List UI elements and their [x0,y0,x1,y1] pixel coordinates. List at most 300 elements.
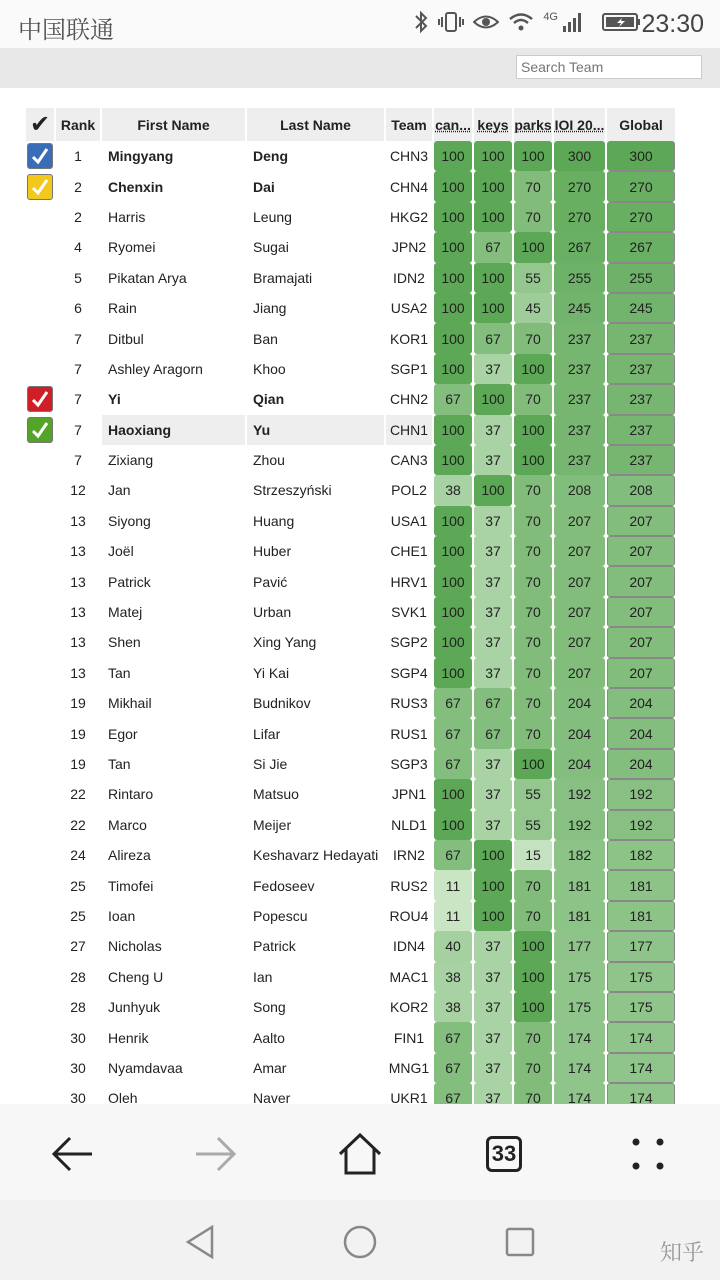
rank-cell: 2 [74,208,82,225]
row-check-cell[interactable] [26,415,54,445]
task-3-score: 15 [514,840,552,870]
search-team-input[interactable] [516,55,702,79]
row-check-cell[interactable] [26,1083,54,1104]
task-2-score: 67 [474,323,512,353]
task-1-score: 11 [434,870,472,900]
table-row[interactable] [26,415,675,445]
row-check-cell[interactable] [26,870,54,900]
ioi-score: 208 [554,475,605,505]
ioi-score: 237 [554,445,605,475]
task-2-score: 100 [474,870,512,900]
row-check-cell[interactable] [26,141,54,171]
row-check-cell[interactable] [26,232,54,262]
ioi-score: 181 [554,870,605,900]
global-score: 270 [607,202,675,232]
task-3-score: 70 [514,384,552,414]
global-score: 204 [607,749,675,779]
task-2-score: 100 [474,171,512,201]
rank-cell: 30 [70,1029,86,1046]
team-cell: RUS3 [390,695,428,712]
team-cell: UKR1 [390,1090,428,1104]
task-3-score: 100 [514,415,552,445]
back-button[interactable] [42,1126,102,1182]
team-cell: JPN1 [391,786,427,803]
team-cell: RUS2 [390,877,428,894]
global-score: 237 [607,384,675,414]
table-row[interactable] [26,323,675,353]
menu-button[interactable] [618,1126,678,1182]
first-name-cell: Haoxiang [102,415,245,445]
row-check-cell[interactable] [26,658,54,688]
first-name-cell: Tan [108,756,131,772]
table-row[interactable] [26,445,675,475]
global-score: 204 [607,718,675,748]
rank-cell: 19 [70,695,86,712]
ranking-table-container[interactable] [0,88,720,1104]
last-name-cell: Huber [253,543,292,560]
tab-count: 33 [486,1136,522,1172]
row-check-cell[interactable] [26,1022,54,1052]
task-1-score: 100 [434,536,472,566]
team-cell: HRV1 [390,573,428,590]
first-name-cell: Mingyang [108,148,174,165]
task-2-score: 37 [474,810,512,840]
ioi-score: 182 [554,840,605,870]
task-2-score: 100 [474,901,512,931]
task-1-score: 100 [434,415,472,445]
rank-cell: 28 [70,999,86,1016]
last-name-cell: Song [253,999,286,1016]
table-row[interactable] [26,931,675,961]
header-rank[interactable]: Rank [56,108,100,141]
task-1-score: 100 [434,566,472,596]
table-row[interactable] [26,992,675,1022]
last-name-cell: Yi Kai [253,664,290,681]
first-name-cell: Ditbul [108,330,144,347]
status-bar [0,0,720,48]
first-name-cell: Marco [108,816,147,833]
first-name-cell: Matej [108,604,143,621]
global-score: 237 [607,445,675,475]
blue-checkbox-icon[interactable] [27,143,53,169]
team-cell: CHE1 [390,543,428,560]
task-2-score: 37 [474,566,512,596]
task-1-score: 67 [434,749,472,779]
task-2-score: 37 [474,597,512,627]
rank-cell: 4 [74,239,82,256]
table-row[interactable] [26,840,675,870]
last-name-cell: Lifar [253,725,281,742]
rank-cell: 30 [70,1090,86,1104]
header-global[interactable]: Global [607,108,675,141]
system-back-button[interactable] [176,1218,224,1266]
row-check-cell[interactable] [26,566,54,596]
ioi-score: 174 [554,1053,605,1083]
first-name-cell: Zixiang [108,452,154,469]
row-check-cell[interactable] [26,475,54,505]
last-name-cell: Patrick [253,938,296,955]
first-name-cell: Shen [108,634,141,651]
last-name-cell: Xing Yang [253,634,317,651]
first-name-cell: Mikhail [108,695,152,712]
team-cell: FIN1 [393,1029,425,1046]
row-check-cell[interactable] [26,323,54,353]
team-cell: MNG1 [388,1059,430,1076]
ioi-score: 192 [554,810,605,840]
row-check-cell[interactable] [26,810,54,840]
ioi-score: 175 [554,992,605,1022]
task-2-score: 100 [474,840,512,870]
checkmark-icon: ✔ [29,111,51,138]
task-3-score: 70 [514,658,552,688]
table-row[interactable] [26,141,675,171]
table-row[interactable] [26,536,675,566]
ioi-score: 237 [554,384,605,414]
vibrate-icon [438,10,464,34]
table-row[interactable] [26,597,675,627]
row-check-cell[interactable] [26,597,54,627]
header-ioi[interactable] [554,108,605,141]
header-task-3-label: parks [514,116,552,133]
ioi-score: 237 [554,323,605,353]
global-score: 181 [607,870,675,900]
global-score: 207 [607,597,675,627]
system-recents-button[interactable] [496,1218,544,1266]
table-row[interactable] [26,779,675,809]
table-row[interactable] [26,354,675,384]
task-3-score: 70 [514,202,552,232]
rank-cell: 22 [70,816,86,833]
task-3-score: 100 [514,962,552,992]
row-check-cell[interactable] [26,536,54,566]
rank-cell: 30 [70,1059,86,1076]
task-1-score: 67 [434,1083,472,1104]
wifi-icon [508,10,534,34]
row-check-cell[interactable] [26,1053,54,1083]
ioi-score: 207 [554,506,605,536]
table-row[interactable] [26,263,675,293]
header-task-3[interactable] [514,108,552,141]
ioi-score: 204 [554,749,605,779]
task-3-score: 55 [514,810,552,840]
team-cell: SGP3 [390,756,428,772]
table-row[interactable] [26,566,675,596]
rank-cell: 2 [74,178,82,195]
square-recents-icon [504,1226,536,1258]
task-2-score: 37 [474,627,512,657]
signal-icon [561,10,585,34]
task-3-score: 70 [514,688,552,718]
last-name-cell: Aalto [253,1029,285,1046]
first-name-cell: Joël [108,543,134,560]
rank-cell: 22 [70,786,86,803]
ioi-score: 204 [554,718,605,748]
task-1-score: 100 [434,658,472,688]
header-last-name[interactable]: Last Name [247,108,384,141]
tabs-button[interactable] [474,1126,534,1182]
row-check-cell[interactable] [26,962,54,992]
global-score: 192 [607,810,675,840]
last-name-cell: Meijer [253,816,292,833]
global-score: 207 [607,536,675,566]
last-name-cell: Matsuo [253,786,299,803]
task-3-score: 55 [514,263,552,293]
table-row[interactable] [26,718,675,748]
rank-cell: 12 [70,482,86,499]
yellow-checkbox-icon[interactable] [27,174,53,200]
team-cell: HKG2 [389,208,429,225]
task-2-score: 37 [474,415,512,445]
first-name-cell: Tan [108,664,131,681]
table-row[interactable] [26,232,675,262]
table-row[interactable] [26,1053,675,1083]
row-check-cell[interactable] [26,779,54,809]
red-checkbox-icon[interactable] [27,386,53,412]
global-score: 182 [607,840,675,870]
task-1-score: 100 [434,293,472,323]
header-check-column[interactable] [26,108,54,141]
forward-button[interactable] [186,1126,246,1182]
clock: 23:30 [641,10,704,38]
task-2-score: 37 [474,992,512,1022]
table-header-row [26,108,675,141]
table-row[interactable] [26,384,675,414]
header-ioi-label: IOI 20... [554,116,605,133]
rank-cell: 7 [74,421,82,438]
table-row[interactable] [26,171,675,201]
ranking-table [24,108,677,1104]
row-check-cell[interactable] [26,749,54,779]
rank-cell: 13 [70,512,86,529]
row-check-cell[interactable] [26,992,54,1022]
team-cell: SGP4 [390,664,428,681]
first-name-cell: Henrik [108,1029,149,1046]
first-name-cell: Patrick [108,573,151,590]
ioi-score: 207 [554,597,605,627]
first-name-cell: Siyong [108,512,151,529]
rank-cell: 13 [70,543,86,560]
header-task-2-label: keys [477,116,509,133]
ioi-score: 237 [554,415,605,445]
row-check-cell[interactable] [26,718,54,748]
table-row[interactable] [26,749,675,779]
first-name-cell: Rain [108,300,137,317]
task-3-score: 70 [514,566,552,596]
task-1-score: 38 [434,992,472,1022]
header-team[interactable]: Team [386,108,432,141]
task-1-score: 100 [434,263,472,293]
task-1-score: 100 [434,171,472,201]
rank-cell: 27 [70,938,86,955]
task-1-score: 100 [434,354,472,384]
last-name-cell: Dai [253,178,275,195]
task-3-score: 70 [514,506,552,536]
ioi-score: 174 [554,1083,605,1104]
team-cell: KOR1 [389,330,429,347]
table-row[interactable] [26,202,675,232]
dots-menu-icon [631,1137,665,1171]
task-1-score: 38 [434,962,472,992]
ioi-score: 174 [554,1022,605,1052]
last-name-cell: Fedoseev [253,877,315,894]
table-row[interactable] [26,688,675,718]
system-home-button[interactable] [336,1218,384,1266]
task-3-score: 70 [514,1053,552,1083]
task-2-score: 37 [474,1022,512,1052]
team-cell: JPN2 [391,239,427,256]
table-row[interactable] [26,475,675,505]
row-check-cell[interactable] [26,506,54,536]
ioi-score: 207 [554,658,605,688]
task-1-score: 100 [434,779,472,809]
last-name-cell: Jiang [253,300,287,317]
task-3-score: 45 [514,293,552,323]
arrow-left-icon [50,1134,94,1174]
task-2-score: 37 [474,445,512,475]
task-1-score: 67 [434,688,472,718]
first-name-cell: Rintaro [108,786,154,803]
task-1-score: 100 [434,597,472,627]
task-1-score: 100 [434,506,472,536]
ioi-score: 207 [554,566,605,596]
last-name-cell: Si Jie [253,756,288,772]
table-row[interactable] [26,293,675,323]
ioi-score: 207 [554,536,605,566]
rank-cell: 1 [74,148,82,165]
rank-cell: 7 [74,330,82,347]
ioi-score: 207 [554,627,605,657]
ioi-score: 245 [554,293,605,323]
task-3-score: 100 [514,749,552,779]
rank-cell: 7 [74,452,82,469]
ioi-score: 175 [554,962,605,992]
team-cell: CAN3 [390,452,428,469]
last-name-cell: Strzeszyński [253,482,332,499]
header-first-name[interactable]: First Name [102,108,245,141]
row-check-cell[interactable] [26,688,54,718]
row-check-cell[interactable] [26,171,54,201]
first-name-cell: Harris [108,208,146,225]
task-1-score: 100 [434,232,472,262]
last-name-cell: Pavić [253,573,288,590]
task-3-score: 100 [514,354,552,384]
row-check-cell[interactable] [26,263,54,293]
row-check-cell[interactable] [26,445,54,475]
global-score: 174 [607,1022,675,1052]
task-3-score: 70 [514,627,552,657]
first-name-cell: Chenxin [108,178,164,195]
home-button[interactable] [330,1126,390,1182]
last-name-cell: Keshavarz Hedayati [253,847,379,864]
table-row[interactable] [26,901,675,931]
global-score: 207 [607,506,675,536]
global-score: 175 [607,992,675,1022]
last-name-cell: Deng [253,148,288,165]
task-2-score: 100 [474,384,512,414]
table-row[interactable] [26,962,675,992]
task-3-score: 70 [514,475,552,505]
rank-cell: 7 [74,360,82,377]
row-check-cell[interactable] [26,384,54,414]
row-check-cell[interactable] [26,627,54,657]
rank-cell: 28 [70,968,86,985]
ioi-score: 270 [554,171,605,201]
team-cell: SGP1 [390,360,428,377]
team-cell: MAC1 [389,968,429,985]
row-check-cell[interactable] [26,354,54,384]
table-row[interactable] [26,1022,675,1052]
header-task-1[interactable] [434,108,472,141]
task-2-score: 37 [474,749,512,779]
table-row[interactable] [26,810,675,840]
table-row[interactable] [26,870,675,900]
row-check-cell[interactable] [26,293,54,323]
team-cell: SGP2 [390,634,428,651]
global-score: 174 [607,1053,675,1083]
ioi-score: 267 [554,232,605,262]
table-row[interactable] [26,1083,675,1104]
task-3-score: 100 [514,232,552,262]
task-2-score: 37 [474,1083,512,1104]
global-score: 245 [607,293,675,323]
header-task-2[interactable] [474,108,512,141]
first-name-cell: Alireza [108,847,151,864]
task-3-score: 70 [514,901,552,931]
global-score: 181 [607,901,675,931]
task-2-score: 100 [474,202,512,232]
watermark: 知乎 [659,1241,704,1266]
team-cell: SVK1 [391,604,427,621]
row-check-cell[interactable] [26,840,54,870]
task-3-score: 70 [514,536,552,566]
global-score: 270 [607,171,675,201]
table-row[interactable] [26,658,675,688]
task-2-score: 37 [474,536,512,566]
task-1-score: 11 [434,901,472,931]
global-score: 300 [607,141,675,171]
task-3-score: 70 [514,597,552,627]
ioi-score: 192 [554,779,605,809]
global-score: 267 [607,232,675,262]
team-cell: USA1 [390,512,428,529]
first-name-cell: Timofei [108,877,154,894]
first-name-cell: Cheng U [108,968,164,985]
row-check-cell[interactable] [26,901,54,931]
ioi-score: 237 [554,354,605,384]
row-check-cell[interactable] [26,202,54,232]
team-cell: CHN3 [389,148,429,165]
task-1-score: 100 [434,627,472,657]
system-nav-bar [0,1200,720,1280]
first-name-cell: Ashley Aragorn [108,360,203,377]
task-3-score: 100 [514,141,552,171]
green-checkbox-icon[interactable] [27,417,53,443]
row-check-cell[interactable] [26,931,54,961]
team-cell: CHN1 [386,415,432,445]
table-row[interactable] [26,627,675,657]
task-3-score: 70 [514,323,552,353]
team-cell: CHN4 [389,178,429,195]
last-name-cell: Naver [253,1090,291,1104]
table-row[interactable] [26,506,675,536]
carrier-name: 中国联通 [18,16,114,44]
task-1-score: 100 [434,202,472,232]
task-2-score: 100 [474,263,512,293]
task-2-score: 37 [474,658,512,688]
task-2-score: 37 [474,506,512,536]
task-2-score: 67 [474,232,512,262]
rank-cell: 24 [70,847,86,864]
